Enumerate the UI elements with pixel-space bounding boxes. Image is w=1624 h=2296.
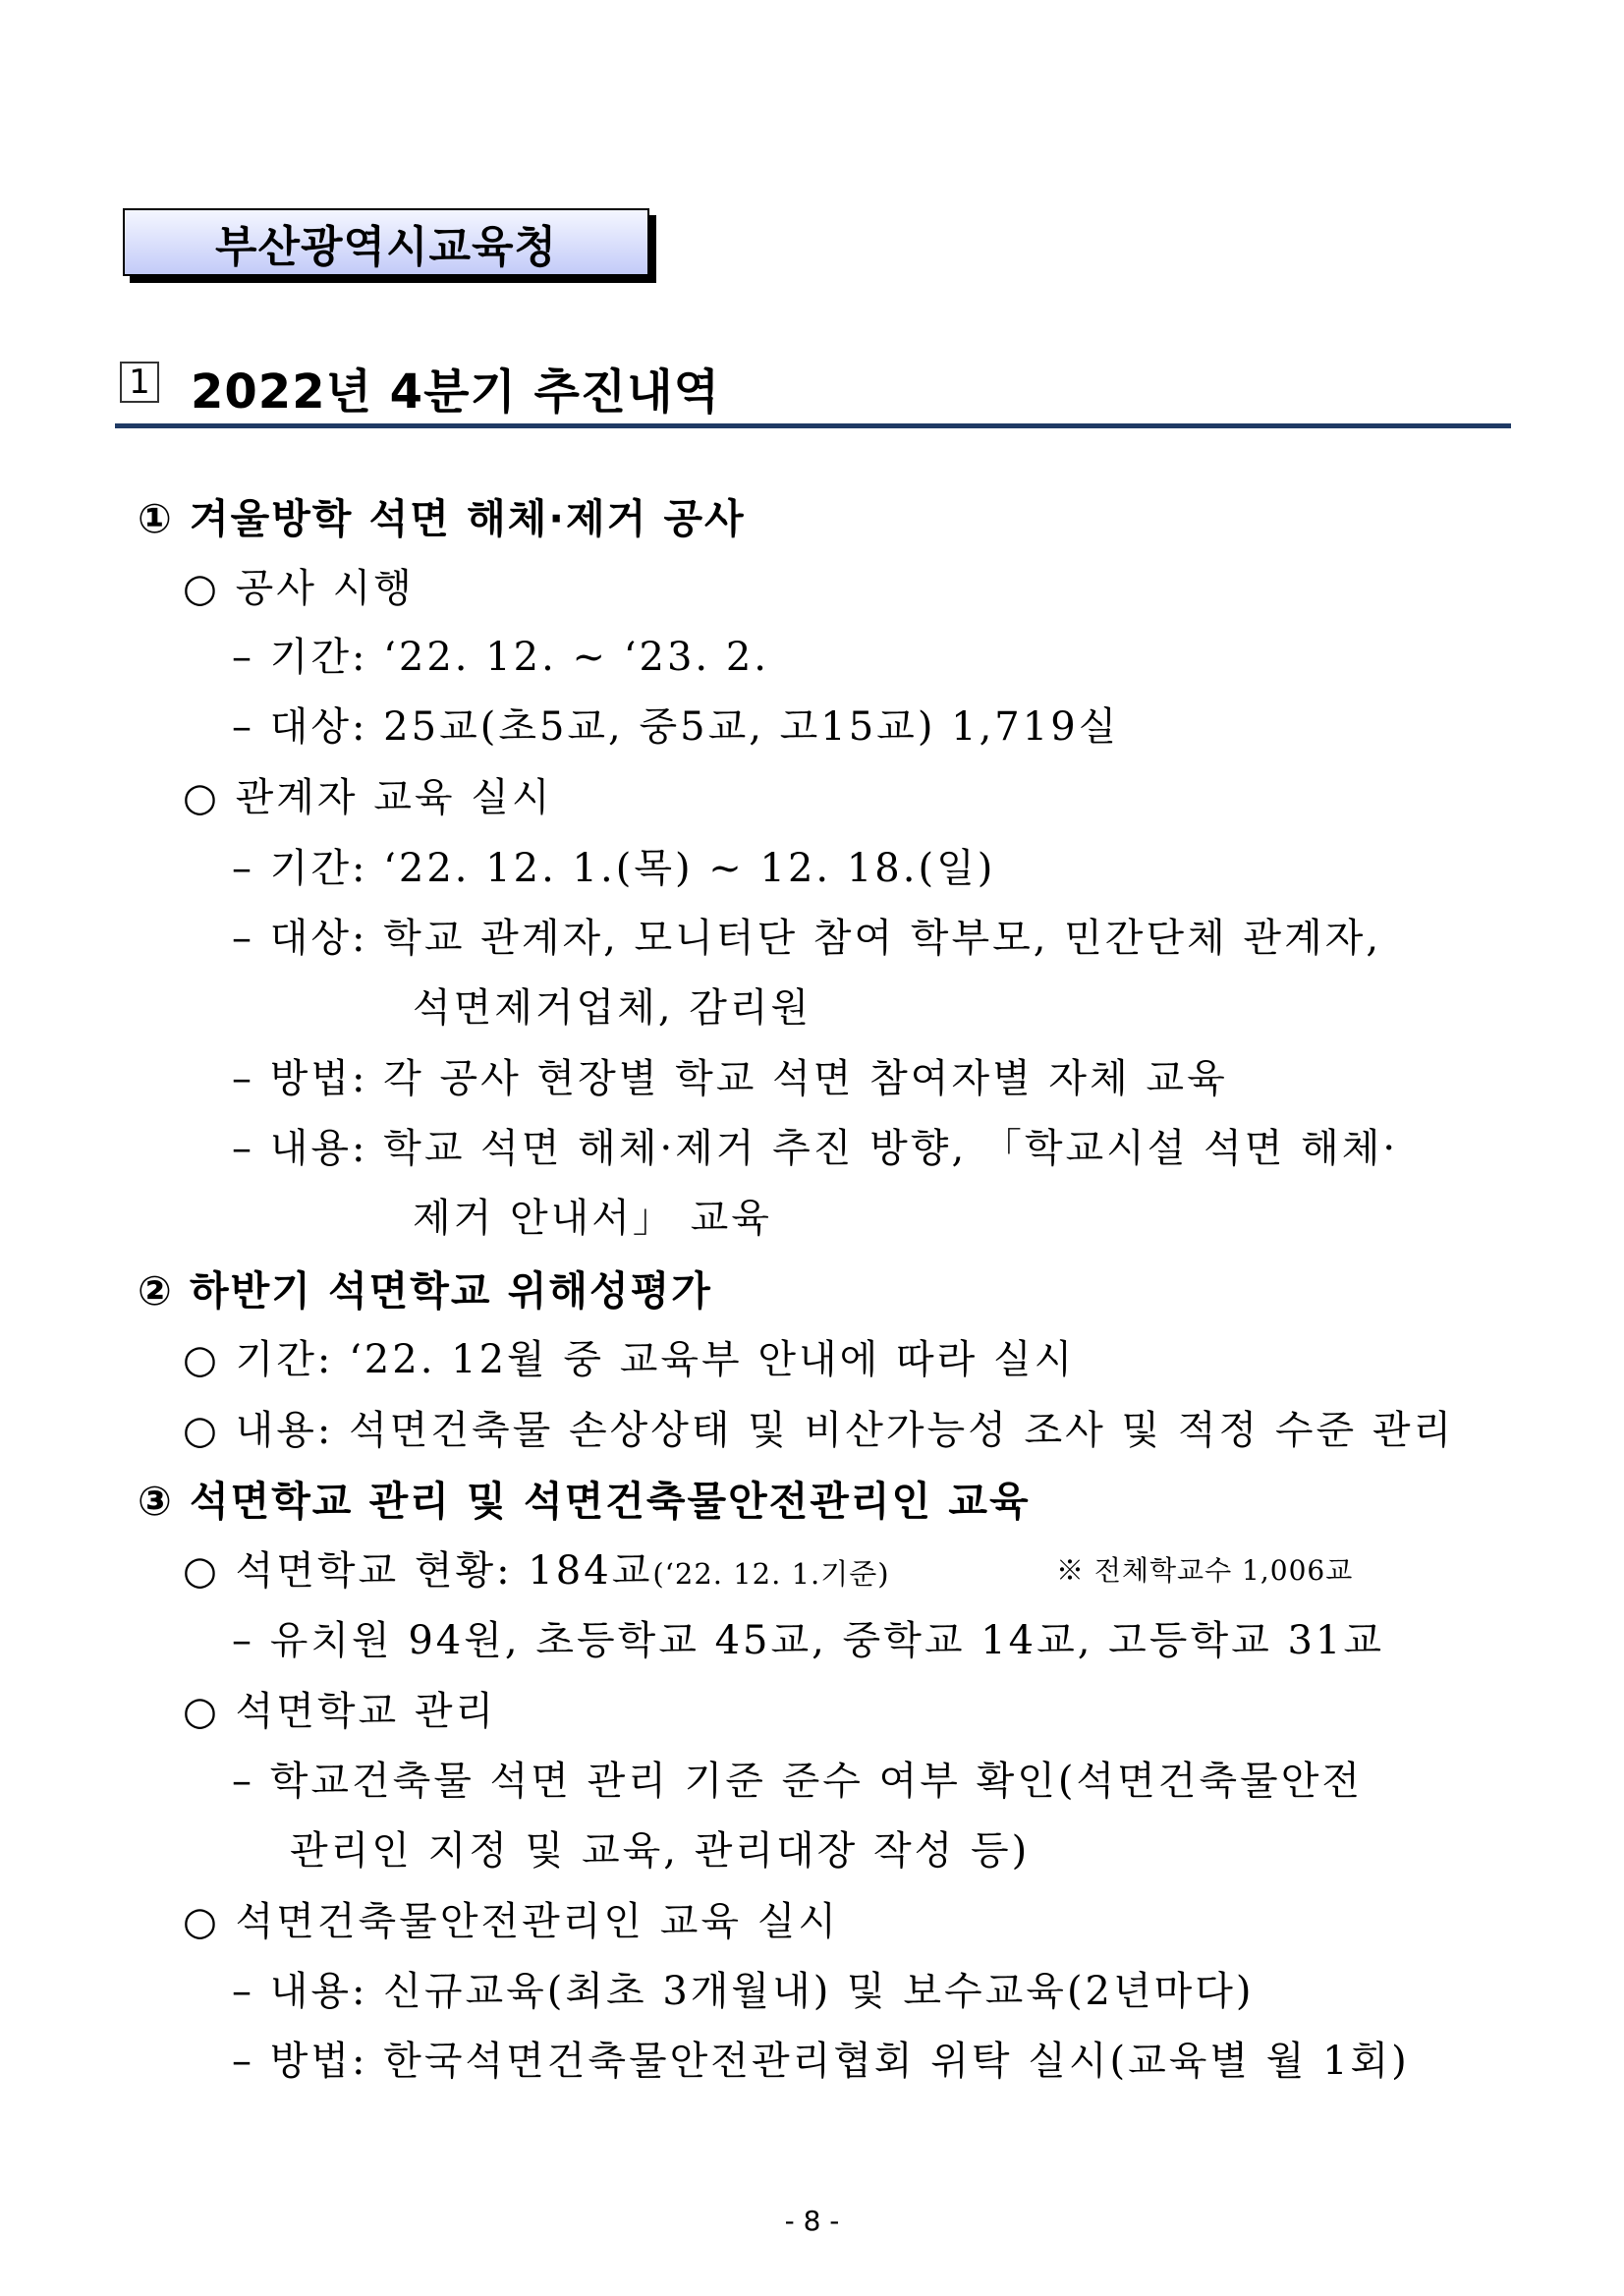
s3-b2-detail-1: – 학교건축물 석면 관리 기준 준수 여부 확인(석면건축물안전 [232, 1759, 1363, 1804]
section-2-title: ② 하반기 석면학교 위해성평가 [138, 1267, 712, 1315]
s3-bullet-1 [183, 1540, 890, 1596]
s1-bullet-2: ○ 관계자 교육 실시 [183, 775, 553, 820]
s3-b1-detail-1: – 유치원 94원, 초등학교 45교, 중학교 14교, 고등학교 31교 [232, 1618, 1384, 1663]
org-title-box [123, 208, 649, 276]
s3-b1-note: ※ 전체학교수 1,006교 [1056, 1554, 1354, 1587]
section-1-title: ① 겨울방학 석면 해체·제거 공사 [138, 495, 746, 542]
s1-b2-detail-4-cont: 제거 안내서」 교육 [413, 1196, 772, 1241]
s1-b1-detail-1: – 기간: ‘22. 12. ~ ‘23. 2. [232, 635, 769, 680]
page-number: - 8 - [784, 2205, 840, 2237]
s3-b2-detail-1-cont: 관리인 지정 및 교육, 관리대장 작성 등) [290, 1828, 1031, 1874]
s3-b3-detail-1: – 내용: 신규교육(최초 3개월내) 및 보수교육(2년마다) [232, 1969, 1255, 2014]
s3-bullet-2: ○ 석면학교 관리 [183, 1689, 497, 1734]
s1-b2-detail-1: – 기간: ‘22. 12. 1.(목) ~ 12. 18.(일) [232, 846, 996, 891]
heading-underline [115, 423, 1511, 428]
s1-b1-detail-2: – 대상: 25교(초5교, 중5교, 고15교) 1,719실 [232, 704, 1120, 750]
s3-b1-basis-date: (‘22. 12. 1.기준) [652, 1557, 890, 1591]
section-heading: 2022년 4분기 추진내역 [191, 364, 720, 420]
heading-number-box: 1 [120, 362, 159, 403]
s1-b2-detail-3: – 방법: 각 공사 현장별 학교 석면 참여자별 자체 교육 [232, 1056, 1228, 1101]
s2-bullet-1: ○ 기간: ‘22. 12월 중 교육부 안내에 따라 실시 [183, 1337, 1076, 1382]
s1-b2-detail-2: – 대상: 학교 관계자, 모니터단 참여 학부모, 민간단체 관계자, [232, 916, 1382, 961]
s1-b2-detail-4: – 내용: 학교 석면 해체·제거 추진 방향, 「학교시설 석면 해체· [232, 1126, 1399, 1171]
section-3-title: ③ 석면학교 관리 및 석면건축물안전관리인 교육 [138, 1478, 1031, 1525]
s3-bullet-3: ○ 석면건축물안전관리인 교육 실시 [183, 1899, 840, 1944]
s1-b2-detail-2-cont: 석면제거업체, 감리원 [413, 985, 812, 1031]
s2-bullet-2: ○ 내용: 석면건축물 손상상태 및 비산가능성 조사 및 적정 수준 관리 [183, 1408, 1455, 1453]
s3-b1-main: ○ 석면학교 현황: 184교 [183, 1548, 653, 1594]
s1-bullet-1: ○ 공사 시행 [183, 566, 415, 611]
s3-b3-detail-2: – 방법: 한국석면건축물안전관리협회 위탁 실시(교육별 월 1회) [232, 2039, 1410, 2084]
org-title: 부산광역시교육청 [214, 221, 558, 272]
